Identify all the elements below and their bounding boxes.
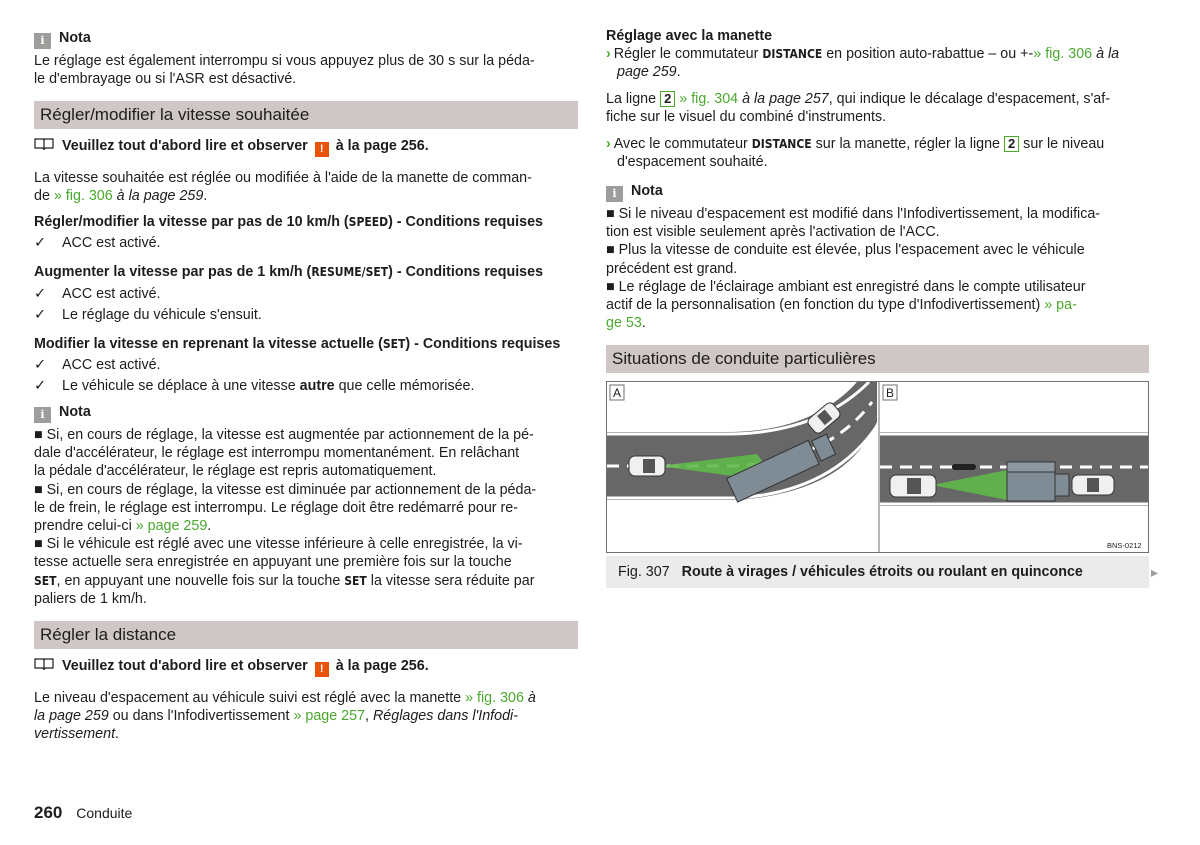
note-title: Nota xyxy=(59,404,91,420)
page-link[interactable]: » page 257 xyxy=(293,708,366,725)
text: à la page 257 xyxy=(738,90,829,107)
note-line: tion est visible seulement après l'activation de l'ACC. xyxy=(606,224,940,241)
note-line: précédent est grand. xyxy=(606,260,738,277)
intro-line: La vitesse souhaitée est réglée ou modifiée à l'aide de la manette de comman- xyxy=(34,170,532,186)
note-title: Nota xyxy=(631,183,663,199)
text: Augmenter la vitesse par pas de 1 km/h ( xyxy=(34,264,312,281)
text: . xyxy=(641,315,646,332)
panel-label-b: B xyxy=(886,386,895,400)
note-line: le d'embrayage ou si l'ASR est désactivé. xyxy=(34,71,297,88)
caption-text: Route à virages / véhicules étroits ou roulant en quinconce xyxy=(681,564,1083,580)
para-line: fiche sur le visuel du combiné d'instruments. xyxy=(606,108,887,125)
check-icon: ✓ xyxy=(34,357,46,374)
check-item xyxy=(34,285,578,303)
section1-intro xyxy=(34,169,578,205)
book-icon xyxy=(34,138,54,151)
caption-number: Fig. 307 xyxy=(618,564,670,580)
text: , qui indique le décalage d'espacement, s'af- xyxy=(828,90,1110,107)
page-link[interactable]: » page 259 xyxy=(135,518,208,535)
step-line xyxy=(606,45,1149,63)
note-line: tesse actuelle sera enregistrée en appuyant une première fois sur la touche xyxy=(34,554,512,571)
text: la page 259 xyxy=(34,708,109,725)
note-line xyxy=(606,296,1149,314)
text: Réglages dans l'Infodi- xyxy=(372,708,518,725)
note-line: la pédale d'accélérateur, le réglage est repris automatiquement. xyxy=(34,463,437,480)
text: ) - Conditions requises xyxy=(388,214,543,230)
para-line xyxy=(34,725,578,743)
check-icon: ✓ xyxy=(34,306,46,323)
conditions-block xyxy=(34,213,578,396)
note-line xyxy=(606,314,1149,332)
figure-307 xyxy=(606,381,1149,553)
text: . xyxy=(207,518,212,535)
read-first-text: Veuillez tout d'abord lire et observer xyxy=(62,138,308,154)
figure-code: BNS-0212 xyxy=(1107,541,1142,550)
info-icon: i xyxy=(606,186,623,202)
text: autre xyxy=(299,378,335,395)
car-ego-b xyxy=(890,475,936,497)
text: . xyxy=(115,726,120,743)
text: à la page 259 xyxy=(112,188,204,205)
check-icon: ✓ xyxy=(34,378,46,395)
info-icon: i xyxy=(34,407,51,423)
figure-illustration xyxy=(607,382,1148,552)
note-title: Nota xyxy=(59,30,91,46)
book-icon xyxy=(34,658,54,671)
text: à la xyxy=(1092,46,1120,63)
page-link[interactable]: ge 53 xyxy=(606,315,642,332)
next-page-icon: ▸ xyxy=(1151,564,1159,580)
note-line: dale d'accélérateur, le réglage est interrompu momentanément. En relâchant xyxy=(34,445,520,462)
step-line xyxy=(606,63,1149,81)
fig-link[interactable]: » fig. 306 xyxy=(53,188,113,205)
text: , xyxy=(365,708,373,725)
text: à xyxy=(523,690,536,706)
text: Régler/modifier la vitesse par pas de 10 km/h ( xyxy=(34,214,349,230)
note-line: le de frein, le réglage est interrompu. Le réglage doit être redémarré pour re- xyxy=(34,499,518,516)
text: page 259 xyxy=(617,64,677,81)
text: vertissement xyxy=(34,726,116,743)
step-arrow-icon: › xyxy=(606,136,611,153)
line-number-box: 2 xyxy=(660,91,675,107)
condition-title xyxy=(34,213,578,231)
check-item xyxy=(34,306,578,324)
section-heading-distance: Régler la distance xyxy=(34,621,578,649)
section-heading-speed: Régler/modifier la vitesse souhaitée xyxy=(34,101,578,129)
note-line: ■ Si, en cours de réglage, la vitesse est augmentée par actionnement de la pé- xyxy=(34,427,534,443)
text: Modifier la vitesse en reprenant la vitesse actuelle ( xyxy=(34,336,383,353)
car-ego-a xyxy=(629,456,665,476)
text: sur la manette, régler la ligne xyxy=(811,136,1004,153)
check-item xyxy=(34,234,578,252)
note-line xyxy=(34,517,578,535)
text: Le niveau d'espacement au véhicule suivi est réglé avec la manette xyxy=(34,690,466,706)
read-first-page: à la page 256. xyxy=(335,658,429,674)
note-3 xyxy=(606,182,1149,332)
check-icon: ✓ xyxy=(34,235,46,252)
note-1 xyxy=(34,29,578,88)
note-line xyxy=(34,572,578,590)
check-item xyxy=(34,377,578,395)
check-item xyxy=(34,356,578,374)
text: Avec le commutateur xyxy=(613,136,752,153)
key-label: SET xyxy=(344,573,367,588)
text: ACC est activé. xyxy=(62,357,161,374)
text: ACC est activé. xyxy=(62,235,161,252)
text: actif de la personnalisation (en fonction du type d'Infodivertissement) xyxy=(606,297,1045,314)
page-number: 260 xyxy=(34,803,63,822)
page-link[interactable]: » pa- xyxy=(1044,297,1077,314)
subheading: Réglage avec la manette xyxy=(606,28,773,44)
step-line: d'espacement souhaité. xyxy=(617,154,768,171)
fig-link[interactable]: » fig. 304 xyxy=(675,90,739,107)
text: sur le niveau xyxy=(1019,136,1105,153)
note-2 xyxy=(34,403,578,608)
read-first-page: à la page 256. xyxy=(335,138,429,154)
text: Le réglage du véhicule s'ensuit. xyxy=(62,306,262,323)
para-line xyxy=(606,90,1149,108)
text: en position auto-rabattue – ou +- xyxy=(822,46,1034,63)
manette-block xyxy=(606,27,1149,171)
read-first-notice xyxy=(34,137,578,157)
key-label: SET xyxy=(34,573,57,588)
panel-a-curved-road xyxy=(607,382,877,502)
text: . xyxy=(676,64,681,81)
text: la vitesse sera réduite par xyxy=(366,572,535,589)
car-ahead-b xyxy=(1072,475,1114,495)
text: ) - Conditions requises xyxy=(388,264,544,281)
fig-link[interactable]: » fig. 306 xyxy=(1033,46,1093,63)
text: prendre celui-ci xyxy=(34,518,136,535)
info-icon: i xyxy=(34,33,51,49)
condition-title xyxy=(34,263,578,281)
key-label: DISTANCE xyxy=(751,137,812,152)
section-heading-situations: Situations de conduite particulières xyxy=(606,345,1149,373)
key-label: RESUME/SET xyxy=(311,265,389,280)
note-line: ■ Plus la vitesse de conduite est élevée, plus l'espacement avec le véhicule xyxy=(606,242,1085,259)
page-footer xyxy=(34,804,132,822)
text: La ligne xyxy=(606,90,661,107)
condition-title xyxy=(34,335,578,353)
text: . xyxy=(203,188,208,205)
text: ACC est activé. xyxy=(62,285,161,302)
note-line: Le réglage est également interrompu si vous appuyez plus de 30 s sur la péda- xyxy=(34,53,535,69)
warning-icon: ! xyxy=(315,142,329,157)
step-line xyxy=(606,135,1149,153)
text: Le véhicule se déplace à une vitesse xyxy=(62,378,300,395)
key-label: SET xyxy=(382,337,406,352)
text: de xyxy=(34,188,54,205)
read-first-text: Veuillez tout d'abord lire et observer xyxy=(62,658,308,674)
fig-link[interactable]: » fig. 306 xyxy=(465,690,524,706)
para-line xyxy=(34,707,578,725)
intro-line xyxy=(34,187,578,205)
step-arrow-icon: › xyxy=(606,46,611,63)
motorcycle-b xyxy=(952,464,976,470)
text: , en appuyant une nouvelle fois sur la touche xyxy=(56,572,345,589)
chapter-name: Conduite xyxy=(76,805,133,821)
check-icon: ✓ xyxy=(34,285,46,302)
text: Régler le commutateur xyxy=(613,46,763,63)
key-label: SPEED xyxy=(348,215,389,229)
panel-b-straight-road xyxy=(880,385,1148,550)
line-number-box: 2 xyxy=(1004,136,1019,152)
figure-caption xyxy=(606,556,1149,588)
key-label: DISTANCE xyxy=(762,47,823,62)
note-line: paliers de 1 km/h. xyxy=(34,590,147,607)
panel-label-a: A xyxy=(613,386,622,400)
text: que celle mémorisée. xyxy=(334,378,475,395)
warning-icon: ! xyxy=(315,662,329,677)
para-line xyxy=(34,689,578,707)
note-line: ■ Si le niveau d'espacement est modifié dans l'Infodivertissement, la modifica- xyxy=(606,206,1101,222)
section2-paragraph xyxy=(34,689,578,744)
text: ou dans l'Infodivertissement xyxy=(108,708,294,725)
text: ) - Conditions requises xyxy=(405,336,561,353)
note-line: ■ Si, en cours de réglage, la vitesse est diminuée par actionnement de la péda- xyxy=(34,481,537,498)
note-line: ■ Si le véhicule est réglé avec une vitesse inférieure à celle enregistrée, la vi- xyxy=(34,536,523,553)
note-line: ■ Le réglage de l'éclairage ambiant est enregistré dans le compte utilisateur xyxy=(606,278,1086,295)
read-first-notice xyxy=(34,657,578,677)
